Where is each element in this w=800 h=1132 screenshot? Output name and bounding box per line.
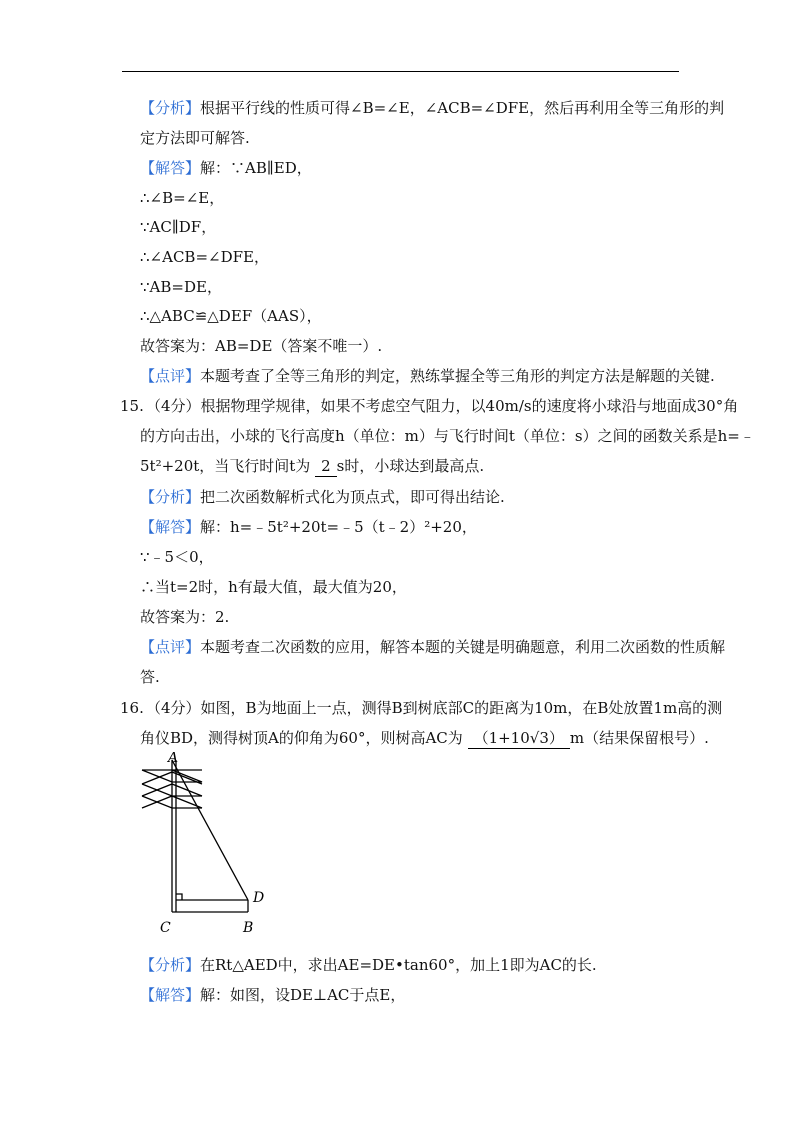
label-c: C (160, 920, 171, 936)
analysis-text: 在Rt△AED中，求出AE=DE•tan60°，加上1即为AC的长. (200, 956, 597, 974)
question-number: 15. (120, 397, 144, 415)
label-b: B (243, 920, 254, 936)
question-text-post: s时，小球达到最高点. (336, 457, 485, 475)
question-text-post: m（结果保留根号）. (569, 729, 709, 747)
label-a: A (168, 752, 179, 766)
solution-text: 解：∵AB∥ED， (200, 159, 312, 177)
question-text-pre: 5t²+20t，当飞行时间t为 (140, 457, 311, 475)
solution-tag: 【解答】 (140, 986, 201, 1004)
answer-blank: 2 (315, 456, 337, 477)
analysis-line (140, 98, 724, 118)
answer-blank: （1+10√3） (468, 728, 570, 749)
solution-conclusion: 故答案为：2. (140, 608, 230, 626)
question-text (140, 728, 709, 749)
solution-text: 解：如图，设DE⊥AC于点E， (200, 986, 406, 1004)
solution-step: ∴∠B=∠E， (140, 189, 225, 207)
comment-line (140, 637, 725, 657)
solution-step: ∴当t=2时，h有最大值，最大值为20， (140, 578, 407, 596)
comment-text: 本题考查了全等三角形的判定，熟练掌握全等三角形的判定方法是解题的关键. (200, 367, 715, 385)
solution-text: 解：h=﹣5t²+20t=﹣5（t﹣2）²+20， (200, 518, 477, 536)
question-text-pre: 角仪BD，测得树顶A的仰角为60°，则树高AC为 (140, 729, 463, 747)
solution-step: ∵AB=DE， (140, 278, 222, 296)
comment-line-2: 答. (140, 668, 160, 686)
solution-step: ∴∠ACB=∠DFE， (140, 248, 269, 266)
analysis-line (140, 487, 505, 507)
comment-tag: 【点评】 (140, 638, 201, 656)
tree-figure-lines (142, 760, 248, 912)
analysis-tag: 【分析】 (140, 488, 201, 506)
analysis-line (140, 955, 597, 975)
comment-tag: 【点评】 (140, 367, 201, 385)
comment-line (140, 366, 715, 386)
right-angle-mark (176, 894, 182, 900)
solution-step: ∵AC∥DF， (140, 218, 217, 236)
question-text: （4分）根据物理学规律，如果不考虑空气阻力，以40m/s的速度将小球沿与地面成30°角 (146, 397, 739, 415)
comment-text: 本题考查二次函数的应用，解答本题的关键是明确题意，利用二次函数的性质解 (200, 638, 726, 656)
question-text: （4分）如图，B为地面上一点，测得B到树底部C的距离为10m，在B处放置1m高的测 (146, 699, 723, 717)
label-d: D (253, 890, 265, 906)
analysis-text: 把二次函数解析式化为顶点式，即可得出结论. (200, 488, 505, 506)
sight-line-ad (172, 760, 248, 900)
question-text (140, 456, 484, 477)
solution-tag: 【解答】 (140, 159, 201, 177)
solution-line (140, 985, 405, 1005)
tree-figure (120, 752, 280, 942)
analysis-text: 根据平行线的性质可得∠B=∠E，∠ACB=∠DFE，然后再利用全等三角形的判 (200, 99, 725, 117)
solution-tag: 【解答】 (140, 518, 201, 536)
solution-step: ∴△ABC≌△DEF（AAS）， (140, 307, 322, 325)
solution-step: ∵﹣5＜0， (140, 548, 214, 566)
solution-conclusion: 故答案为：AB=DE（答案不唯一）. (140, 337, 383, 355)
solution-line (140, 517, 477, 537)
question-number: 16. (120, 699, 144, 717)
header-rule (122, 71, 679, 72)
analysis-tag: 【分析】 (140, 99, 201, 117)
analysis-line-2: 定方法即可解答. (140, 129, 250, 147)
question-text: 的方向击出，小球的飞行高度h（单位：m）与飞行时间t（单位：s）之间的函数关系是h=﹣ (140, 427, 755, 445)
analysis-tag: 【分析】 (140, 956, 201, 974)
solution-line (140, 158, 312, 178)
